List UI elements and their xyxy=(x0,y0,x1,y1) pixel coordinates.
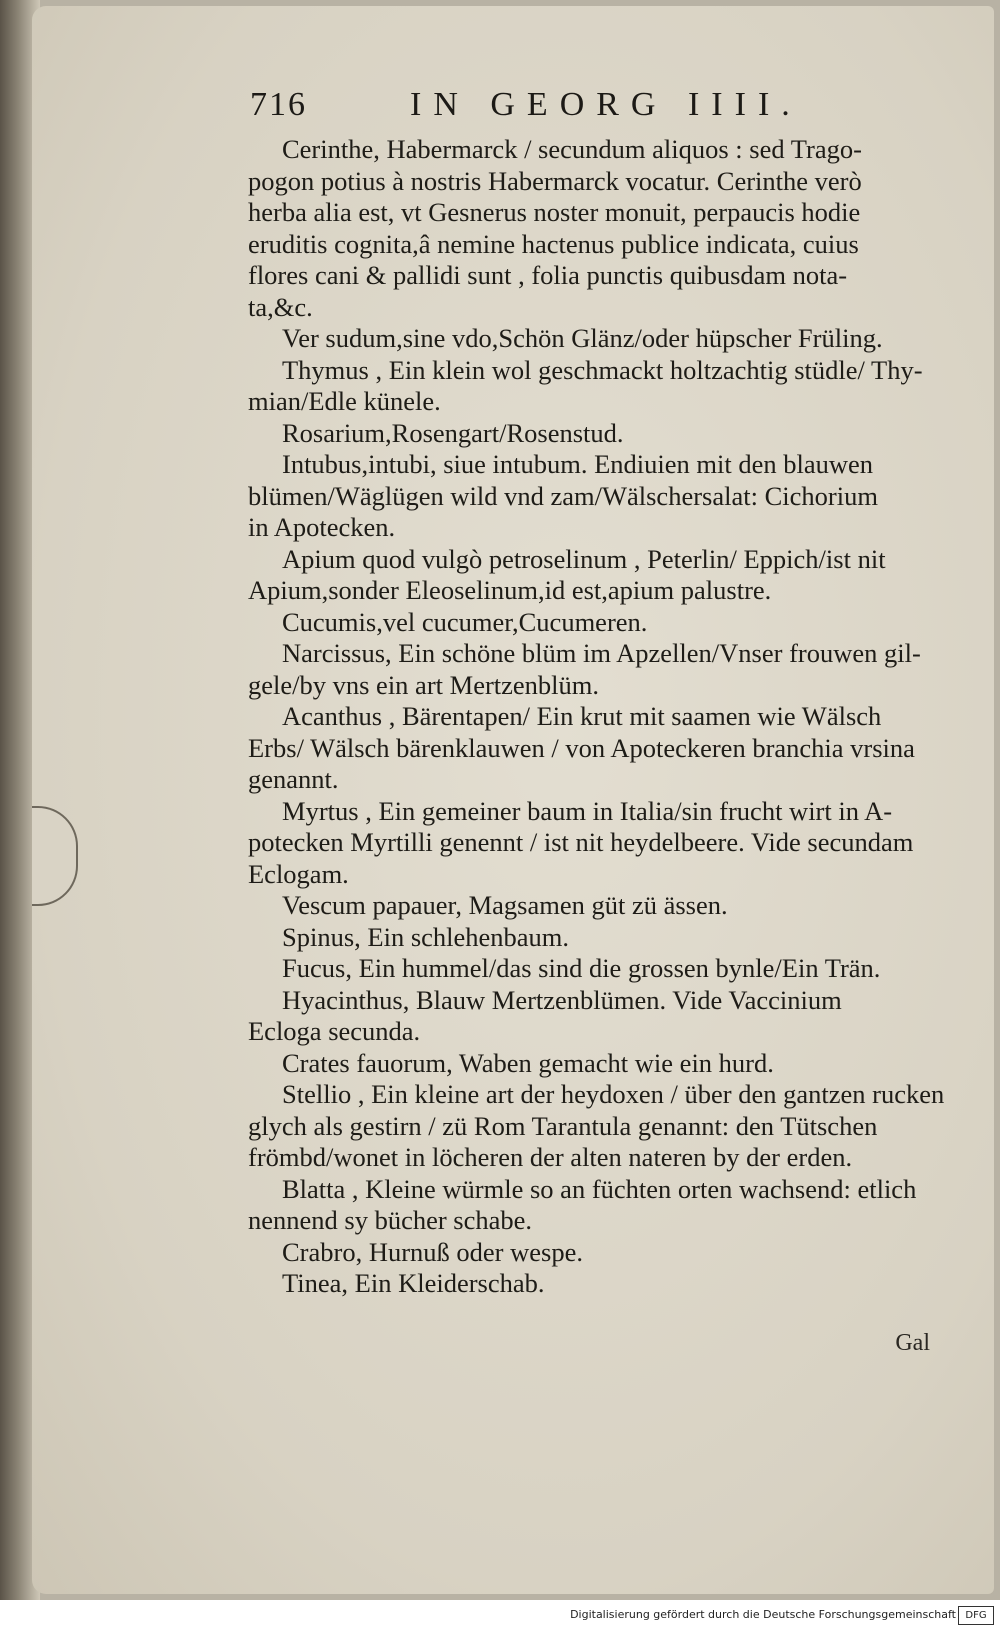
dfg-logo: DFG xyxy=(958,1606,994,1625)
text-line: Rosarium,Rosengart/Rosenstud. xyxy=(282,417,624,448)
text-line: herba alia est, vt Gesnerus noster monuit, perpaucis hodie xyxy=(248,197,861,227)
text-line: genannt. xyxy=(248,764,339,794)
text-line: Tinea, Ein Kleiderschab. xyxy=(282,1268,545,1298)
text-line: mian/Edle künele. xyxy=(248,386,441,416)
text-line: pogon potius à nostris Habermarck vocatur. Cerinthe verò xyxy=(248,165,862,196)
text-line: Vescum papauer, Magsamen güt zü ässen. xyxy=(282,890,728,920)
catchword: Gal xyxy=(895,1330,930,1356)
text-line: nennend sy bücher schabe. xyxy=(248,1205,533,1235)
text-line: potecken Myrtilli genennt / ist nit heydelbeere. Vide secundam xyxy=(248,827,914,857)
text-line: Intubus,intubi, siue intubum. Endiuien mit den blauwen xyxy=(282,449,874,479)
text-line: Thymus , Ein klein wol geschmackt holtzachtig stüdle/ Thy- xyxy=(282,354,923,385)
text-line: in Apotecken. xyxy=(248,512,396,542)
text-line: Narcissus, Ein schöne blüm im Apzellen/Vnser frouwen gil- xyxy=(282,638,921,668)
text-line: Apium quod vulgò petroselinum , Peterlin/ Eppich/ist nit xyxy=(282,543,886,574)
body-text xyxy=(248,134,968,1300)
text-line: Hyacinthus, Blauw Mertzenblümen. Vide Vaccinium xyxy=(282,984,842,1015)
text-line: Eclogam. xyxy=(248,858,349,889)
text-line: Blatta , Kleine würmle so an füchten orten wachsend: etlich xyxy=(282,1173,917,1204)
text-line: eruditis cognita,â nemine hactenus publice indicata, cuius xyxy=(248,228,859,259)
text-line: Ecloga secunda. xyxy=(248,1016,421,1046)
text-line: Crabro, Hurnuß oder wespe. xyxy=(282,1236,583,1267)
text-line: Cerinthe, Habermarck / secundum aliquos : sed Trago- xyxy=(282,134,862,164)
text-line: Crates fauorum, Waben gemacht wie ein hurd. xyxy=(282,1047,774,1078)
funding-credit: Digitalisierung gefördert durch die Deutsche Forschungsgemeinschaft xyxy=(570,1608,956,1621)
page-number: 716 xyxy=(250,86,307,123)
text-line: frömbd/wonet in löcheren der alten nateren by der erden. xyxy=(248,1142,853,1172)
text-line: Myrtus , Ein gemeiner baum in Italia/sin frucht wirt in A- xyxy=(282,795,893,826)
header-title: IN GEORG IIII. xyxy=(410,86,802,123)
page-tab-marker xyxy=(32,806,78,906)
text-line: Apium,sonder Eleoselinum,id est,apium palustre. xyxy=(248,575,772,605)
text-line: Stellio , Ein kleine art der heydoxen / über den gantzen rucken xyxy=(282,1079,945,1109)
text-line: Erbs/ Wälsch bärenklauwen / von Apoteckeren branchia vrsina xyxy=(248,732,915,763)
text-line: glych als gestirn / zü Rom Tarantula genannt: den Tütschen xyxy=(248,1110,878,1141)
text-line: flores cani & pallidi sunt , folia punctis quibusdam nota- xyxy=(248,260,848,290)
text-line: Ver sudum,sine vdo,Schön Glänz/oder hüpscher Früling. xyxy=(282,323,883,353)
digitization-footer xyxy=(0,1600,1000,1632)
text-line: Cucumis,vel cucumer,Cucumeren. xyxy=(282,606,648,637)
text-line: gele/by vns ein art Mertzenblüm. xyxy=(248,669,600,700)
text-line: blümen/Wäglügen wild vnd zam/Wälschersalat: Cichorium xyxy=(248,480,878,511)
text-line: Acanthus , Bärentapen/ Ein krut mit saamen wie Wälsch xyxy=(282,701,882,731)
text-line: Fucus, Ein hummel/das sind die grossen bynle/Ein Trän. xyxy=(282,953,881,983)
text-line: ta,&c. xyxy=(248,291,313,322)
text-line: Spinus, Ein schlehenbaum. xyxy=(282,921,570,952)
